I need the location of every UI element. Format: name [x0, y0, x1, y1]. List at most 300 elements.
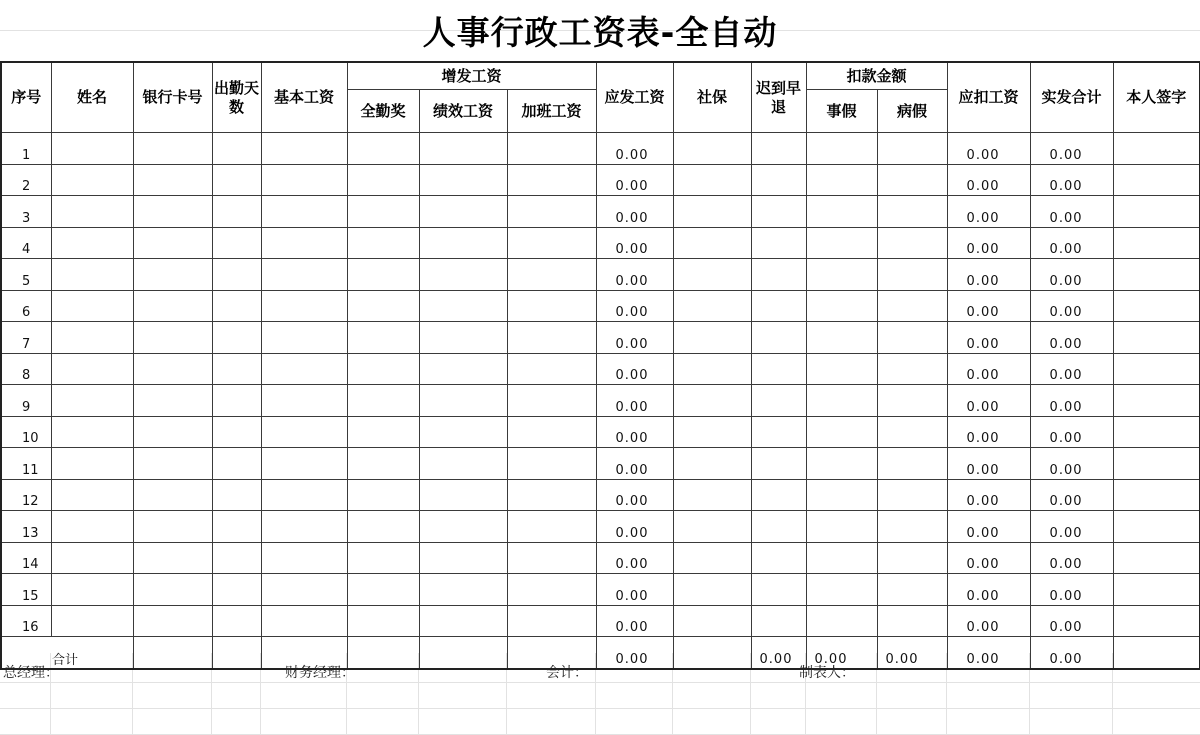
- cell-total-deductions[interactable]: 0.00: [947, 605, 1030, 637]
- cell-personal-leave[interactable]: [806, 511, 877, 543]
- cell-attendance-days[interactable]: [212, 133, 261, 165]
- header-gross-pay[interactable]: 应发工资: [596, 62, 673, 133]
- cell-performance-pay[interactable]: [419, 196, 507, 228]
- cell-seq[interactable]: 8: [1, 353, 51, 385]
- cell-overtime-pay[interactable]: [507, 479, 596, 511]
- header-personal-leave[interactable]: 事假: [806, 90, 877, 133]
- cell-base-salary[interactable]: [261, 322, 347, 354]
- cell-attendance-days[interactable]: [212, 322, 261, 354]
- cell-bank-card[interactable]: [133, 227, 212, 259]
- cell-base-salary[interactable]: [261, 448, 347, 480]
- cell-attendance-days[interactable]: [212, 511, 261, 543]
- cell-total-deductions[interactable]: 0.00: [947, 290, 1030, 322]
- cell-performance-pay[interactable]: [419, 259, 507, 291]
- footer-general-manager: 总经理：: [3, 665, 59, 681]
- cell-overtime-pay[interactable]: [507, 385, 596, 417]
- cell-overtime-pay[interactable]: [507, 416, 596, 448]
- cell-late-early[interactable]: [751, 605, 806, 637]
- header-sick-leave[interactable]: 病假: [877, 90, 947, 133]
- cell-seq[interactable]: 3: [1, 196, 51, 228]
- table-row: [1, 448, 1200, 480]
- cell-social-security[interactable]: [673, 605, 751, 637]
- cell-social-security[interactable]: [673, 511, 751, 543]
- cell-attendance-days[interactable]: [212, 605, 261, 637]
- cell-full-attendance-bonus[interactable]: [347, 416, 419, 448]
- cell-signature[interactable]: [1113, 196, 1200, 228]
- cell-overtime-pay[interactable]: [507, 353, 596, 385]
- cell-full-attendance-bonus[interactable]: [347, 542, 419, 574]
- cell-performance-pay[interactable]: [419, 322, 507, 354]
- cell-signature[interactable]: [1113, 605, 1200, 637]
- cell-signature[interactable]: [1113, 290, 1200, 322]
- header-late-early[interactable]: 迟到早退: [751, 62, 806, 133]
- cell-sick-leave[interactable]: [877, 259, 947, 291]
- cell-seq[interactable]: 4: [1, 227, 51, 259]
- cell-seq[interactable]: 7: [1, 322, 51, 354]
- cell-base-salary[interactable]: [261, 353, 347, 385]
- cell-late-early[interactable]: [751, 542, 806, 574]
- cell-attendance-days[interactable]: [212, 385, 261, 417]
- cell-signature[interactable]: [1113, 353, 1200, 385]
- header-name[interactable]: 姓名: [51, 62, 133, 133]
- cell-gross-pay[interactable]: 0.00: [596, 196, 673, 228]
- cell-attendance-days[interactable]: [212, 196, 261, 228]
- cell-personal-leave[interactable]: [806, 259, 877, 291]
- cell-performance-pay[interactable]: [419, 290, 507, 322]
- cell-net-pay[interactable]: 0.00: [1030, 511, 1113, 543]
- cell-gross-pay[interactable]: 0.00: [596, 574, 673, 606]
- cell-seq[interactable]: 9: [1, 385, 51, 417]
- cell-performance-pay[interactable]: [419, 385, 507, 417]
- cell-overtime-pay[interactable]: [507, 133, 596, 165]
- cell-total-deductions[interactable]: 0.00: [947, 416, 1030, 448]
- cell-full-attendance-bonus[interactable]: [347, 322, 419, 354]
- cell-performance-pay[interactable]: [419, 574, 507, 606]
- cell-gross-pay[interactable]: 0.00: [596, 322, 673, 354]
- cell-overtime-pay[interactable]: [507, 574, 596, 606]
- sheet-title: 人事行政工资表-全自动: [422, 13, 778, 52]
- cell-name[interactable]: [51, 385, 133, 417]
- cell-signature[interactable]: [1113, 164, 1200, 196]
- header-seq[interactable]: 序号: [1, 62, 51, 133]
- header-base-salary[interactable]: 基本工资: [261, 62, 347, 133]
- cell-performance-pay[interactable]: [419, 448, 507, 480]
- cell-late-early[interactable]: [751, 479, 806, 511]
- cell-base-salary[interactable]: [261, 574, 347, 606]
- cell-performance-pay[interactable]: [419, 416, 507, 448]
- cell-full-attendance-bonus[interactable]: [347, 574, 419, 606]
- cell-sick-leave[interactable]: [877, 196, 947, 228]
- cell-net-pay[interactable]: 0.00: [1030, 322, 1113, 354]
- cell-seq[interactable]: 5: [1, 259, 51, 291]
- cell-name[interactable]: [51, 605, 133, 637]
- cell-personal-leave[interactable]: [806, 164, 877, 196]
- payroll-table: [0, 61, 1200, 670]
- footer-accountant: 会计：: [546, 665, 588, 681]
- cell-name[interactable]: [51, 322, 133, 354]
- cell-seq[interactable]: 16: [1, 605, 51, 637]
- cell-sick-leave[interactable]: [877, 353, 947, 385]
- cell-personal-leave[interactable]: [806, 322, 877, 354]
- header-total-deductions[interactable]: 应扣工资: [947, 62, 1030, 133]
- cell-full-attendance-bonus[interactable]: [347, 605, 419, 637]
- cell-total-deductions[interactable]: 0.00: [947, 196, 1030, 228]
- cell-net-pay[interactable]: 0.00: [1030, 133, 1113, 165]
- table-row: [1, 290, 1200, 322]
- cell-net-pay[interactable]: 0.00: [1030, 542, 1113, 574]
- cell-personal-leave[interactable]: [806, 196, 877, 228]
- signature-footer: [0, 660, 1200, 684]
- cell-total-deductions[interactable]: 0.00: [947, 385, 1030, 417]
- cell-bank-card[interactable]: [133, 448, 212, 480]
- cell-attendance-days[interactable]: [212, 290, 261, 322]
- cell-late-early[interactable]: [751, 290, 806, 322]
- cell-signature[interactable]: [1113, 385, 1200, 417]
- cell-overtime-pay[interactable]: [507, 448, 596, 480]
- cell-late-early[interactable]: [751, 133, 806, 165]
- cell-performance-pay[interactable]: [419, 511, 507, 543]
- cell-total-deductions[interactable]: 0.00: [947, 574, 1030, 606]
- cell-signature[interactable]: [1113, 542, 1200, 574]
- table-row: [1, 133, 1200, 165]
- header-performance-pay[interactable]: 绩效工资: [419, 90, 507, 133]
- cell-attendance-days[interactable]: [212, 227, 261, 259]
- cell-full-attendance-bonus[interactable]: [347, 353, 419, 385]
- cell-signature[interactable]: [1113, 259, 1200, 291]
- cell-sick-leave[interactable]: [877, 479, 947, 511]
- cell-name[interactable]: [51, 290, 133, 322]
- table-row: [1, 574, 1200, 606]
- cell-sick-leave[interactable]: [877, 385, 947, 417]
- cell-sick-leave[interactable]: [877, 448, 947, 480]
- cell-full-attendance-bonus[interactable]: [347, 164, 419, 196]
- cell-personal-leave[interactable]: [806, 605, 877, 637]
- cell-seq[interactable]: 14: [1, 542, 51, 574]
- cell-overtime-pay[interactable]: [507, 259, 596, 291]
- cell-personal-leave[interactable]: [806, 479, 877, 511]
- cell-seq[interactable]: 1: [1, 133, 51, 165]
- cell-full-attendance-bonus[interactable]: [347, 448, 419, 480]
- cell-performance-pay[interactable]: [419, 133, 507, 165]
- header-deduction-group[interactable]: 扣款金额: [806, 62, 947, 90]
- cell-sick-leave[interactable]: [877, 227, 947, 259]
- cell-base-salary[interactable]: [261, 227, 347, 259]
- cell-total-deductions[interactable]: 0.00: [947, 479, 1030, 511]
- cell-base-salary[interactable]: [261, 542, 347, 574]
- total-late-early[interactable]: 0.00: [751, 637, 806, 669]
- cell-total-deductions[interactable]: 0.00: [947, 227, 1030, 259]
- cell-bank-card[interactable]: [133, 164, 212, 196]
- cell-seq[interactable]: 11: [1, 448, 51, 480]
- cell-bank-card[interactable]: [133, 259, 212, 291]
- cell-name[interactable]: [51, 227, 133, 259]
- cell-late-early[interactable]: [751, 416, 806, 448]
- cell-performance-pay[interactable]: [419, 164, 507, 196]
- cell-gross-pay[interactable]: 0.00: [596, 542, 673, 574]
- cell-gross-pay[interactable]: 0.00: [596, 259, 673, 291]
- cell-total-deductions[interactable]: 0.00: [947, 259, 1030, 291]
- header-social-security[interactable]: 社保: [673, 62, 751, 133]
- header-full-attendance-bonus[interactable]: 全勤奖: [347, 90, 419, 133]
- cell-total-deductions[interactable]: 0.00: [947, 353, 1030, 385]
- table-row: [1, 227, 1200, 259]
- cell-social-security[interactable]: [673, 574, 751, 606]
- cell-social-security[interactable]: [673, 290, 751, 322]
- cell-personal-leave[interactable]: [806, 133, 877, 165]
- total-label[interactable]: 合计: [1, 637, 133, 669]
- cell-name[interactable]: [51, 133, 133, 165]
- cell-overtime-pay[interactable]: [507, 322, 596, 354]
- cell-full-attendance-bonus[interactable]: [347, 385, 419, 417]
- cell-seq[interactable]: 13: [1, 511, 51, 543]
- cell-attendance-days[interactable]: [212, 448, 261, 480]
- cell-total-deductions[interactable]: 0.00: [947, 542, 1030, 574]
- cell-bank-card[interactable]: [133, 479, 212, 511]
- cell-performance-pay[interactable]: [419, 227, 507, 259]
- cell-attendance-days[interactable]: [212, 164, 261, 196]
- cell-name[interactable]: [51, 511, 133, 543]
- cell-sick-leave[interactable]: [877, 605, 947, 637]
- cell-total-deductions[interactable]: 0.00: [947, 448, 1030, 480]
- cell-full-attendance-bonus[interactable]: [347, 259, 419, 291]
- cell-base-salary[interactable]: [261, 290, 347, 322]
- cell-net-pay[interactable]: 0.00: [1030, 479, 1113, 511]
- cell-net-pay[interactable]: 0.00: [1030, 290, 1113, 322]
- cell-personal-leave[interactable]: [806, 353, 877, 385]
- cell-overtime-pay[interactable]: [507, 605, 596, 637]
- cell-social-security[interactable]: [673, 322, 751, 354]
- cell-signature[interactable]: [1113, 574, 1200, 606]
- cell-net-pay[interactable]: 0.00: [1030, 196, 1113, 228]
- cell-overtime-pay[interactable]: [507, 227, 596, 259]
- cell-signature[interactable]: [1113, 322, 1200, 354]
- cell-gross-pay[interactable]: 0.00: [596, 511, 673, 543]
- total-net-pay[interactable]: 0.00: [1030, 637, 1113, 669]
- cell-attendance-days[interactable]: [212, 416, 261, 448]
- cell-signature[interactable]: [1113, 511, 1200, 543]
- cell-bank-card[interactable]: [133, 196, 212, 228]
- cell-seq[interactable]: 2: [1, 164, 51, 196]
- table-row: [1, 322, 1200, 354]
- cell-overtime-pay[interactable]: [507, 542, 596, 574]
- cell-seq[interactable]: 15: [1, 574, 51, 606]
- cell-social-security[interactable]: [673, 448, 751, 480]
- cell-personal-leave[interactable]: [806, 385, 877, 417]
- cell-total-deductions[interactable]: 0.00: [947, 322, 1030, 354]
- cell-gross-pay[interactable]: 0.00: [596, 448, 673, 480]
- cell-base-salary[interactable]: [261, 133, 347, 165]
- cell-late-early[interactable]: [751, 322, 806, 354]
- cell-late-early[interactable]: [751, 196, 806, 228]
- cell-bank-card[interactable]: [133, 385, 212, 417]
- cell-name[interactable]: [51, 479, 133, 511]
- header-signature[interactable]: 本人签字: [1113, 62, 1200, 133]
- total-sick-leave[interactable]: 0.00: [877, 637, 947, 669]
- cell-name[interactable]: [51, 574, 133, 606]
- header-attendance-days[interactable]: 出勤天数: [212, 62, 261, 133]
- cell-bank-card[interactable]: [133, 290, 212, 322]
- cell-sick-leave[interactable]: [877, 542, 947, 574]
- table-row: [1, 416, 1200, 448]
- cell-sick-leave[interactable]: [877, 164, 947, 196]
- cell-base-salary[interactable]: [261, 164, 347, 196]
- cell-personal-leave[interactable]: [806, 448, 877, 480]
- cell-net-pay[interactable]: 0.00: [1030, 227, 1113, 259]
- cell-attendance-days[interactable]: [212, 259, 261, 291]
- cell-late-early[interactable]: [751, 511, 806, 543]
- cell-bank-card[interactable]: [133, 322, 212, 354]
- table-row: [1, 542, 1200, 574]
- cell-bank-card[interactable]: [133, 133, 212, 165]
- cell-net-pay[interactable]: 0.00: [1030, 448, 1113, 480]
- cell-name[interactable]: [51, 448, 133, 480]
- cell-personal-leave[interactable]: [806, 416, 877, 448]
- cell-seq[interactable]: 10: [1, 416, 51, 448]
- cell-total-deductions[interactable]: 0.00: [947, 133, 1030, 165]
- cell-overtime-pay[interactable]: [507, 164, 596, 196]
- header-bank-card[interactable]: 银行卡号: [133, 62, 212, 133]
- cell-name[interactable]: [51, 259, 133, 291]
- cell-base-salary[interactable]: [261, 196, 347, 228]
- cell-social-security[interactable]: [673, 133, 751, 165]
- cell-late-early[interactable]: [751, 259, 806, 291]
- cell-performance-pay[interactable]: [419, 353, 507, 385]
- cell-net-pay[interactable]: 0.00: [1030, 416, 1113, 448]
- cell-overtime-pay[interactable]: [507, 196, 596, 228]
- cell-name[interactable]: [51, 164, 133, 196]
- cell-overtime-pay[interactable]: [507, 290, 596, 322]
- table-row: [1, 479, 1200, 511]
- cell-full-attendance-bonus[interactable]: [347, 133, 419, 165]
- cell-social-security[interactable]: [673, 196, 751, 228]
- cell-base-salary[interactable]: [261, 511, 347, 543]
- cell-personal-leave[interactable]: [806, 542, 877, 574]
- total-deductions[interactable]: 0.00: [947, 637, 1030, 669]
- table-row: [1, 605, 1200, 637]
- cell-social-security[interactable]: [673, 227, 751, 259]
- cell-full-attendance-bonus[interactable]: [347, 290, 419, 322]
- cell-signature[interactable]: [1113, 448, 1200, 480]
- cell-net-pay[interactable]: 0.00: [1030, 353, 1113, 385]
- cell-name[interactable]: [51, 542, 133, 574]
- cell-gross-pay[interactable]: 0.00: [596, 353, 673, 385]
- cell-full-attendance-bonus[interactable]: [347, 479, 419, 511]
- cell-sick-leave[interactable]: [877, 511, 947, 543]
- cell-attendance-days[interactable]: [212, 542, 261, 574]
- cell-social-security[interactable]: [673, 353, 751, 385]
- cell-attendance-days[interactable]: [212, 574, 261, 606]
- cell-attendance-days[interactable]: [212, 353, 261, 385]
- cell-base-salary[interactable]: [261, 385, 347, 417]
- table-row: [1, 353, 1200, 385]
- total-personal-leave[interactable]: 0.00: [806, 637, 877, 669]
- cell-base-salary[interactable]: [261, 605, 347, 637]
- cell-base-salary[interactable]: [261, 479, 347, 511]
- header-addition-group[interactable]: 增发工资: [347, 62, 596, 90]
- cell-net-pay[interactable]: 0.00: [1030, 164, 1113, 196]
- cell-gross-pay[interactable]: 0.00: [596, 385, 673, 417]
- cell-late-early[interactable]: [751, 227, 806, 259]
- cell-sick-leave[interactable]: [877, 133, 947, 165]
- cell-social-security[interactable]: [673, 385, 751, 417]
- cell-late-early[interactable]: [751, 353, 806, 385]
- cell-bank-card[interactable]: [133, 574, 212, 606]
- cell-full-attendance-bonus[interactable]: [347, 511, 419, 543]
- cell-gross-pay[interactable]: 0.00: [596, 133, 673, 165]
- cell-gross-pay[interactable]: 0.00: [596, 227, 673, 259]
- header-overtime-pay[interactable]: 加班工资: [507, 90, 596, 133]
- cell-base-salary[interactable]: [261, 259, 347, 291]
- table-row: [1, 259, 1200, 291]
- cell-personal-leave[interactable]: [806, 290, 877, 322]
- cell-name[interactable]: [51, 353, 133, 385]
- header-net-pay[interactable]: 实发合计: [1030, 62, 1113, 133]
- cell-bank-card[interactable]: [133, 353, 212, 385]
- cell-gross-pay[interactable]: 0.00: [596, 164, 673, 196]
- cell-total-deductions[interactable]: 0.00: [947, 511, 1030, 543]
- cell-total-deductions[interactable]: 0.00: [947, 164, 1030, 196]
- cell-bank-card[interactable]: [133, 511, 212, 543]
- cell-name[interactable]: [51, 196, 133, 228]
- total-gross-pay[interactable]: 0.00: [596, 637, 673, 669]
- cell-signature[interactable]: [1113, 416, 1200, 448]
- cell-performance-pay[interactable]: [419, 479, 507, 511]
- cell-late-early[interactable]: [751, 385, 806, 417]
- cell-gross-pay[interactable]: 0.00: [596, 290, 673, 322]
- cell-bank-card[interactable]: [133, 416, 212, 448]
- cell-social-security[interactable]: [673, 542, 751, 574]
- cell-full-attendance-bonus[interactable]: [347, 196, 419, 228]
- cell-base-salary[interactable]: [261, 416, 347, 448]
- cell-attendance-days[interactable]: [212, 479, 261, 511]
- cell-late-early[interactable]: [751, 448, 806, 480]
- cell-sick-leave[interactable]: [877, 574, 947, 606]
- cell-signature[interactable]: [1113, 479, 1200, 511]
- cell-net-pay[interactable]: 0.00: [1030, 259, 1113, 291]
- cell-name[interactable]: [51, 416, 133, 448]
- cell-social-security[interactable]: [673, 164, 751, 196]
- cell-seq[interactable]: 6: [1, 290, 51, 322]
- cell-sick-leave[interactable]: [877, 290, 947, 322]
- cell-performance-pay[interactable]: [419, 542, 507, 574]
- cell-gross-pay[interactable]: 0.00: [596, 605, 673, 637]
- cell-social-security[interactable]: [673, 416, 751, 448]
- cell-net-pay[interactable]: 0.00: [1030, 385, 1113, 417]
- cell-net-pay[interactable]: 0.00: [1030, 574, 1113, 606]
- cell-seq[interactable]: 12: [1, 479, 51, 511]
- cell-personal-leave[interactable]: [806, 574, 877, 606]
- cell-late-early[interactable]: [751, 164, 806, 196]
- cell-personal-leave[interactable]: [806, 227, 877, 259]
- footer-finance-manager: 财务经理：: [285, 665, 355, 681]
- cell-signature[interactable]: [1113, 227, 1200, 259]
- cell-social-security[interactable]: [673, 479, 751, 511]
- cell-full-attendance-bonus[interactable]: [347, 227, 419, 259]
- cell-performance-pay[interactable]: [419, 605, 507, 637]
- cell-bank-card[interactable]: [133, 542, 212, 574]
- cell-sick-leave[interactable]: [877, 416, 947, 448]
- cell-social-security[interactable]: [673, 259, 751, 291]
- cell-gross-pay[interactable]: 0.00: [596, 479, 673, 511]
- cell-bank-card[interactable]: [133, 605, 212, 637]
- cell-signature[interactable]: [1113, 133, 1200, 165]
- header-row-1: [1, 62, 1200, 90]
- cell-late-early[interactable]: [751, 574, 806, 606]
- cell-gross-pay[interactable]: 0.00: [596, 416, 673, 448]
- cell-net-pay[interactable]: 0.00: [1030, 605, 1113, 637]
- cell-sick-leave[interactable]: [877, 322, 947, 354]
- cell-overtime-pay[interactable]: [507, 511, 596, 543]
